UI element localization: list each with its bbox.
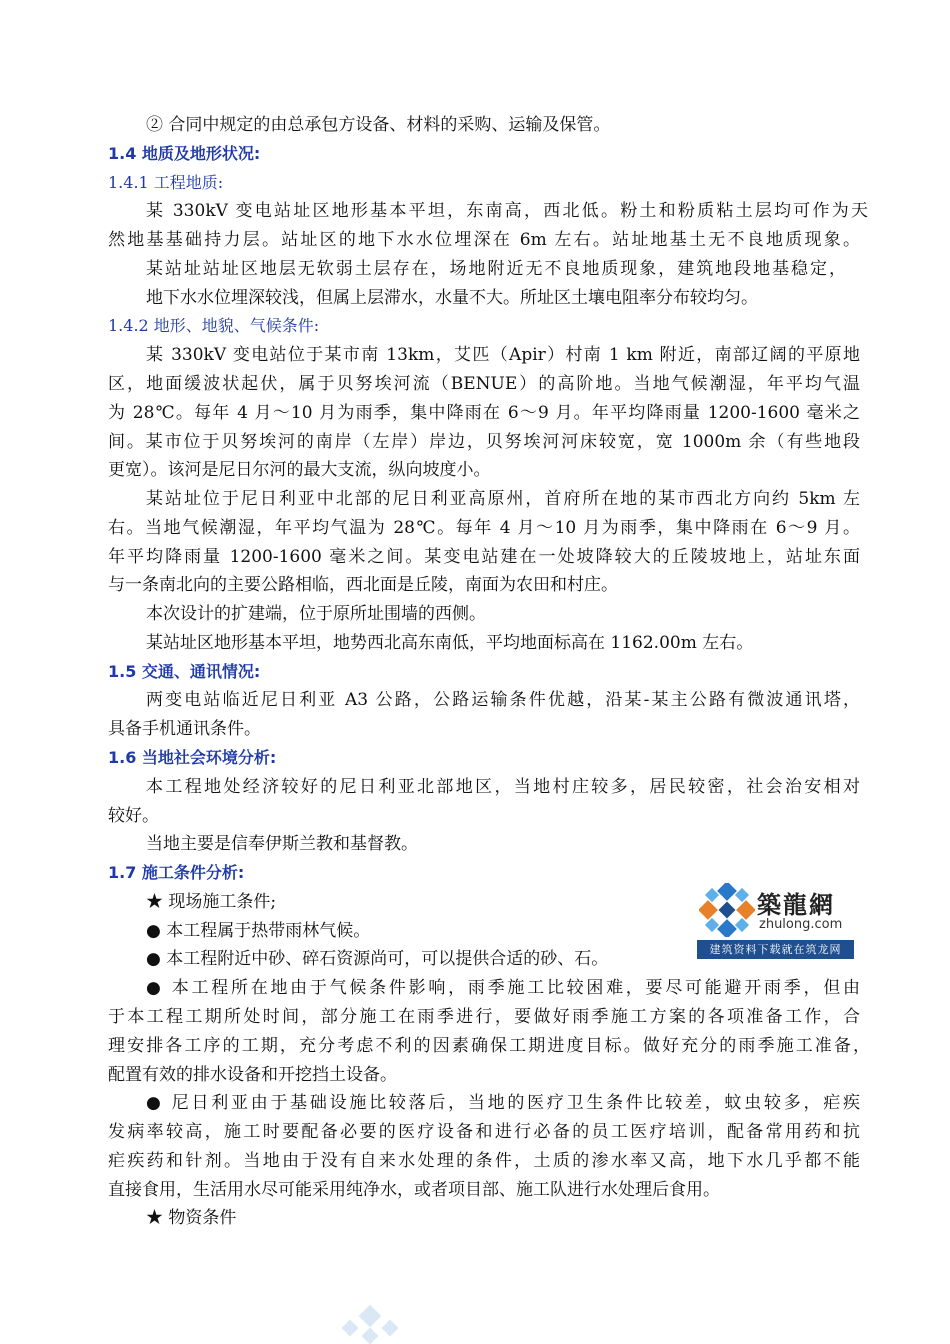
- para-line: 于本工程工期所处时间，部分施工在雨季进行，要做好雨季施工方案的各项准备工作，合: [108, 1007, 860, 1027]
- para-line: 某 330kV 变电站址区地形基本平坦，东南高，西北低。粉土和粉质粘土层均可作为天: [146, 201, 868, 221]
- logo-slogan: 建筑资料下载就在筑龙网: [697, 940, 854, 959]
- list-item: ● 本工程属于热带雨林气候。: [146, 921, 371, 941]
- logo-name: 築龍網: [757, 890, 835, 919]
- para-line: 右。当地气候潮湿，年平均气温为 28℃。每年 4 月～10 月为雨季，集中降雨在 6～9 月。: [108, 518, 860, 538]
- watermark-icon: [330, 1300, 410, 1344]
- section-heading-1-6: 1.6 当地社会环境分析:: [108, 748, 277, 767]
- para-line: 某站址区地形基本平坦，地势西北高东南低，平均地面标高在 1162.00m 左右。: [146, 633, 754, 653]
- para-line: 某站址位于尼日利亚中北部的尼日利亚高原州，首府所在地的某市西北方向约 5km 左: [146, 489, 860, 509]
- para-line: 本工程地处经济较好的尼日利亚北部地区，当地村庄较多，居民较密，社会治安相对: [146, 777, 860, 797]
- para-line: 更宽）。该河是尼日尔河的最大支流，纵向坡度小。: [108, 460, 491, 480]
- para-line: 某站址站址区地层无软弱土层存在，场地附近无不良地质现象，建筑地段地基稳定，: [146, 259, 846, 279]
- para-line: 较好。: [108, 806, 159, 826]
- para-line: 本次设计的扩建端，位于原所址围墙的西侧。: [146, 604, 486, 624]
- para-line: 然地基基础持力层。站址区的地下水水位埋深在 6m 左右。站址地基土无不良地质现象。: [108, 230, 860, 250]
- para-line: 地下水水位埋深较浅，但属上层滞水，水量不大。所址区土壤电阻率分布较均匀。: [146, 288, 758, 308]
- para-line: 配置有效的排水设备和开挖挡土设备。: [108, 1065, 397, 1085]
- para-line: 某 330kV 变电站位于某市南 13km，艾匹（Apir）村南 1 km 附近，南部辽阔的平原地: [146, 345, 860, 365]
- list-item: ● 本工程附近中砂、碎石资源尚可，可以提供合适的砂、石。: [146, 949, 609, 969]
- para-line: 疟疾药和针剂。当地由于没有自来水处理的条件，土质的渗水率又高，地下水几乎都不能: [108, 1151, 860, 1171]
- para-line: 为 28℃。每年 4 月～10 月为雨季，集中降雨在 6～9 月。年平均降雨量 1200-1600 毫米之: [108, 403, 860, 423]
- para-line: 区，地面缓波状起伏，属于贝努埃河流（BENUE）的高阶地。当地气候潮湿，年平均气温: [108, 374, 860, 394]
- para-line: 与一条南北向的主要公路相临，西北面是丘陵，南面为农田和村庄。: [108, 575, 618, 595]
- logo-site: zhulong.com: [759, 917, 843, 932]
- section-heading-1-5: 1.5 交通、通讯情况:: [108, 662, 261, 681]
- para-line: 当地主要是信奉伊斯兰教和基督教。: [146, 834, 418, 854]
- para-line: 年平均降雨量 1200-1600 毫米之间。某变电站建在一处坡降较大的丘陵坡地上，站址东面: [108, 547, 860, 567]
- subsection-heading-1-4-2: 1.4.2 地形、地貌、气候条件:: [108, 316, 320, 335]
- para-line: 两变电站临近尼日利亚 A3 公路，公路运输条件优越，沿某-某主公路有微波通讯塔，: [146, 690, 860, 710]
- zhulong-logo: [697, 879, 854, 959]
- para-line: 理安排各工序的工期，充分考虑不利的因素确保工期进度目标。做好充分的雨季施工准备，: [108, 1036, 870, 1056]
- para-line: 间。某市位于贝努埃河的南岸（左岸）岸边，贝努埃河河床较宽，宽 1000m 余（有些地段: [108, 432, 860, 452]
- subsection-heading-1-4-1: 1.4.1 工程地质:: [108, 173, 224, 192]
- section-heading-1-7: 1.7 施工条件分析:: [108, 863, 245, 882]
- para-line: 直接食用，生活用水尽可能采用纯净水，或者项目部、施工队进行水处理后食用。: [108, 1180, 720, 1200]
- list-item: ● 尼日利亚由于基础设施比较落后，当地的医疗卫生条件比较差，蚊虫较多，疟疾: [146, 1093, 860, 1113]
- section-heading-1-4: 1.4 地质及地形状况:: [108, 144, 261, 163]
- para-line: 具备手机通讯条件。: [108, 719, 261, 739]
- list-item: ★ 物资条件: [146, 1208, 237, 1228]
- para-line: ② 合同中规定的由总承包方设备、材料的采购、运输及保管。: [146, 115, 611, 135]
- list-item: ● 本工程所在地由于气候条件影响，雨季施工比较困难，要尽可能避开雨季，但由: [146, 978, 860, 998]
- snowflake-logo-icon: [699, 883, 755, 937]
- para-line: 发病率较高，施工时要配备必要的医疗设备和进行必备的员工医疗培训，配备常用药和抗: [108, 1122, 860, 1142]
- list-item: ★ 现场施工条件;: [146, 892, 277, 912]
